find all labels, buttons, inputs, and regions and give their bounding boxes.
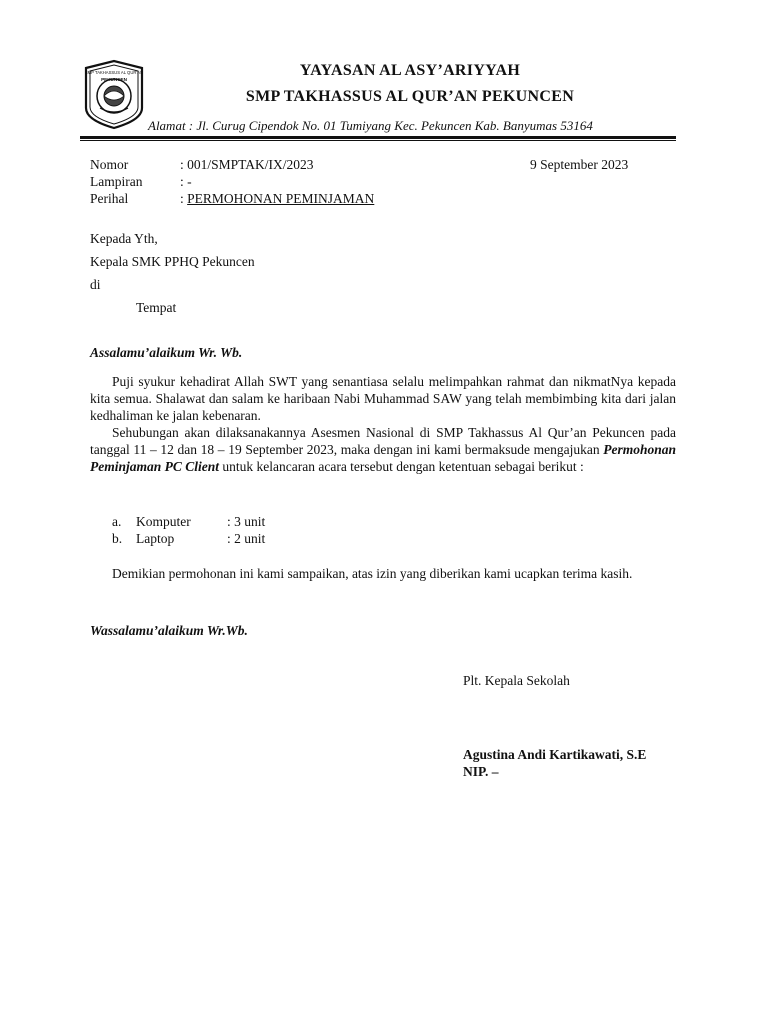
recipient-di: di	[90, 277, 101, 292]
body-paragraph-3	[90, 565, 676, 582]
body-paragraph-1	[90, 373, 676, 424]
foundation-name: YAYASAN AL ASY’ARIYYAH	[299, 62, 521, 79]
list-item-marker: b.	[112, 531, 123, 546]
list-item-qty: : 2 unit	[227, 531, 266, 546]
list-item-name: Komputer	[136, 514, 191, 529]
letter-date: 9 September 2023	[530, 157, 629, 172]
school-address: Alamat : Jl. Curug Cipendok No. 01 Tumiyang Kec. Pekuncen Kab. Banyumas 53164	[148, 118, 593, 133]
header-rule-thin	[80, 140, 676, 141]
recipient-salutation: Kepada Yth,	[90, 231, 158, 246]
perihal-colon: :	[180, 191, 188, 206]
list-item-qty: : 3 unit	[227, 514, 266, 529]
nomor-label: Nomor	[90, 157, 129, 172]
opening-greeting: Assalamu’alaikum Wr. Wb.	[90, 345, 243, 360]
school-logo	[80, 58, 148, 130]
list-item-marker: a.	[112, 514, 122, 529]
logo-top-text: SMP TAKHASSUS AL QUR’AN	[84, 70, 144, 75]
lampiran-label: Lampiran	[90, 174, 143, 189]
perihal-line	[180, 190, 374, 207]
header-rule-thick	[80, 136, 676, 139]
body-paragraph-2	[90, 424, 676, 475]
lampiran-value: : -	[180, 174, 192, 189]
logo-mid-text: PEKUNCEN	[101, 77, 127, 82]
perihal-value: PERMOHONAN PEMINJAMAN	[187, 191, 375, 206]
perihal-label: Perihal	[90, 191, 129, 206]
request-emphasis: Permohonan Peminjaman PC Client	[90, 442, 676, 474]
recipient-name: Kepala SMK PPHQ Pekuncen	[90, 254, 255, 269]
recipient-place: Tempat	[136, 300, 177, 315]
body-paragraph-2-text-b: untuk kelancaran acara tersebut dengan ketentuan sebagai berikut :	[219, 459, 584, 474]
closing-greeting: Wassalamu’alaikum Wr.Wb.	[90, 623, 248, 638]
signatory-name: Agustina Andi Kartikawati, S.E	[463, 747, 647, 762]
nomor-value: : 001/SMPTAK/IX/2023	[180, 157, 314, 172]
body-paragraph-1-text: Puji syukur kehadirat Allah SWT yang senantiasa selalu melimpahkan rahmat dan nikmatNya kepada kita semua. Shalawat dan salam ke haribaan Nabi Muhammad SAW yang telah membimbing kita dari jalan kedhaliman ke jalan kebenaran.	[90, 374, 676, 423]
list-item-name: Laptop	[136, 531, 175, 546]
body-paragraph-2-text-a: Sehubungan akan dilaksanakannya Asesmen Nasional di SMP Takhassus Al Qur’an Pekuncen pada tanggal 11 – 12 dan 18 – 19 September 2023, maka dengan ini kami bermaksude mengajukan	[90, 425, 676, 457]
signatory-title: Plt. Kepala Sekolah	[463, 673, 570, 688]
body-paragraph-3-text: Demikian permohonan ini kami sampaikan, atas izin yang diberikan kami ucapkan terima kasih.	[112, 566, 633, 581]
school-name: SMP TAKHASSUS AL QUR’AN PEKUNCEN	[245, 88, 575, 105]
signatory-nip: NIP. –	[463, 764, 499, 779]
